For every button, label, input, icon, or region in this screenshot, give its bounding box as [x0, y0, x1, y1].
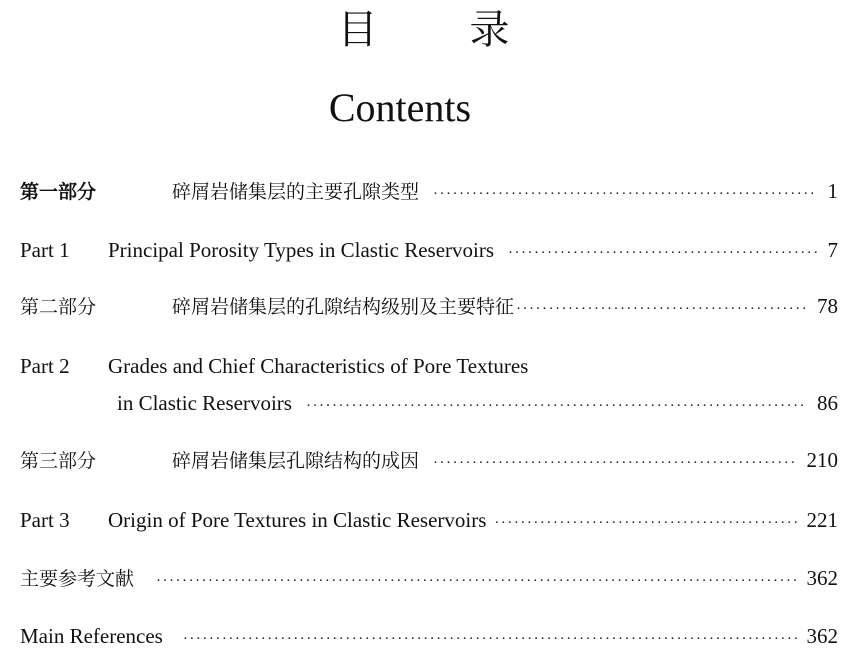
- english-heading: Contents: [328, 85, 472, 130]
- toc-entry-part2-en-line2[interactable]: [117, 389, 838, 420]
- toc-prefix: Part 2: [20, 354, 70, 378]
- toc-prefix: 第二部分: [20, 296, 97, 318]
- toc-page-number: 86: [817, 391, 838, 415]
- toc-title: 主要参考文献: [20, 568, 135, 590]
- dot-leader: [508, 239, 817, 267]
- toc-title: Origin of Pore Textures in Clastic Reservoirs: [108, 508, 487, 532]
- toc-entry-part1-zh[interactable]: [20, 177, 838, 208]
- toc-prefix: 第三部分: [20, 450, 97, 472]
- toc-title-line-2: in Clastic Reservoirs: [117, 391, 292, 415]
- toc-page-number: 1: [827, 179, 838, 203]
- dot-leader: [516, 295, 807, 323]
- toc-prefix: 第一部分: [20, 181, 97, 203]
- toc-prefix: Part 1: [20, 238, 70, 262]
- toc-entry-part3-zh[interactable]: [20, 446, 838, 477]
- toc-page-number: 210: [806, 448, 838, 472]
- toc-entry-part2-en-line1[interactable]: [20, 352, 528, 380]
- toc-entry-part3-en[interactable]: [20, 506, 838, 537]
- chinese-heading: [0, 6, 849, 54]
- toc-title: 碎屑岩储集层的主要孔隙类型: [172, 181, 420, 203]
- heading-char-2: 录: [469, 7, 512, 53]
- dot-leader: [306, 392, 807, 420]
- dot-leader: [183, 625, 797, 653]
- toc-page-number: 221: [806, 508, 838, 532]
- toc-entry-part2-zh[interactable]: [20, 292, 838, 323]
- dot-leader: [494, 509, 796, 537]
- toc-entry-part1-en[interactable]: [20, 236, 838, 267]
- toc-entry-references-zh[interactable]: [20, 564, 838, 595]
- dot-leader: [433, 449, 796, 477]
- toc-title: Principal Porosity Types in Clastic Reservoirs: [108, 238, 495, 262]
- toc-prefix: Part 3: [20, 508, 70, 532]
- toc-page-number: 362: [806, 624, 838, 648]
- toc-page-number: 362: [806, 566, 838, 590]
- toc-page-number: 78: [817, 294, 838, 318]
- dot-leader: [156, 567, 796, 595]
- dot-leader: [433, 180, 817, 208]
- toc-title: 碎屑岩储集层的孔隙结构级别及主要特征: [172, 296, 515, 318]
- toc-title: Main References: [20, 624, 163, 648]
- heading-char-1: 目: [337, 7, 380, 53]
- toc-title-line-1: Grades and Chief Characteristics of Pore Textures: [108, 354, 529, 378]
- toc-entry-references-en[interactable]: [20, 622, 838, 653]
- toc-page-number: 7: [827, 238, 838, 262]
- toc-title: 碎屑岩储集层孔隙结构的成因: [172, 450, 420, 472]
